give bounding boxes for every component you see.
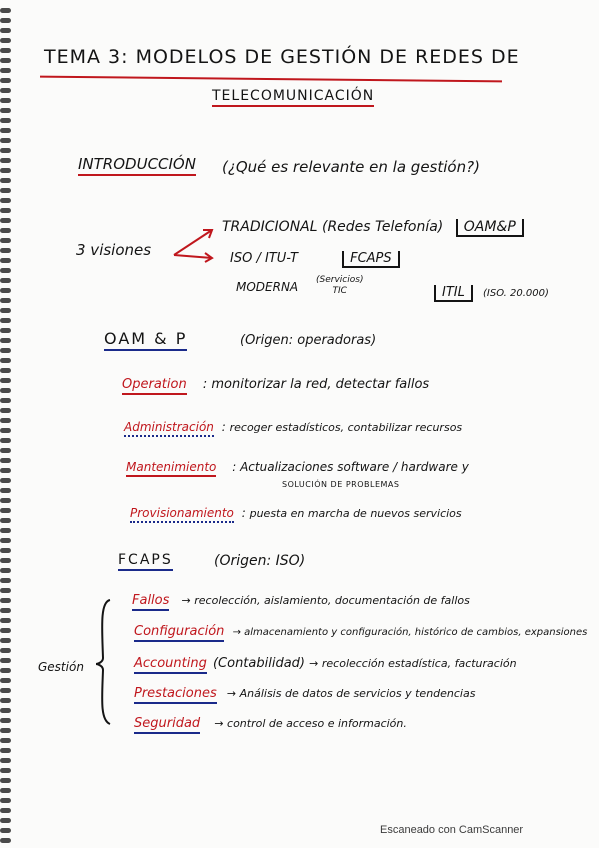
binding-ring	[0, 768, 11, 773]
binding-ring	[0, 198, 11, 203]
binding-ring	[0, 798, 11, 803]
binding-ring	[0, 378, 11, 383]
intro-heading: INTRODUCCIÓN	[78, 155, 196, 173]
binding-ring	[0, 638, 11, 643]
binding-ring	[0, 428, 11, 433]
vision-iso: ISO / ITU-T FCAPS	[230, 251, 400, 266]
binding-ring	[0, 658, 11, 663]
binding-ring	[0, 58, 11, 63]
binding-ring	[0, 618, 11, 623]
binding-ring	[0, 788, 11, 793]
binding-ring	[0, 148, 11, 153]
fcaps-brace	[94, 598, 114, 726]
binding-ring	[0, 158, 11, 163]
binding-ring	[0, 678, 11, 683]
binding-ring	[0, 588, 11, 593]
oamp-item-administracion: Administración : recoger estadísticos, contabilizar recursos	[124, 420, 462, 434]
binding-ring	[0, 818, 11, 823]
binding-ring	[0, 558, 11, 563]
fcaps-term: Configuración	[134, 624, 224, 642]
binding-ring	[0, 468, 11, 473]
scanner-footer: Escaneado con CamScanner	[380, 824, 524, 836]
binding-ring	[0, 18, 11, 23]
binding-ring	[0, 408, 11, 413]
binding-ring	[0, 608, 11, 613]
fcaps-group-label: Gestión	[38, 660, 84, 674]
binding-ring	[0, 248, 11, 253]
binding-ring	[0, 568, 11, 573]
oamp-item-mantenimiento: Mantenimiento : Actualizaciones software / hardware y	[126, 460, 469, 474]
binding-ring	[0, 758, 11, 763]
binding-ring	[0, 348, 11, 353]
binding-ring	[0, 528, 11, 533]
binding-ring	[0, 168, 11, 173]
binding-ring	[0, 268, 11, 273]
binding-ring	[0, 338, 11, 343]
title-text: TEMA 3: MODELOS DE GESTIÓN DE REDES DE	[44, 46, 520, 68]
fcaps-item-prestaciones: Prestaciones → Análisis de datos de servicios y tendencias	[134, 686, 475, 701]
binding-ring	[0, 748, 11, 753]
binding-ring	[0, 178, 11, 183]
vision-moderna-paren: (Servicios) TIC	[316, 275, 364, 296]
binding-ring	[0, 358, 11, 363]
binding-ring	[0, 88, 11, 93]
spiral-binding	[0, 0, 12, 848]
fcaps-item-fallos: Fallos → recolección, aislamiento, documentación de fallos	[132, 593, 470, 608]
binding-ring	[0, 368, 11, 373]
binding-ring	[0, 538, 11, 543]
binding-ring	[0, 838, 11, 843]
binding-ring	[0, 278, 11, 283]
binding-ring	[0, 688, 11, 693]
binding-ring	[0, 38, 11, 43]
box-oamp: OAM&P	[456, 219, 524, 237]
fcaps-term: Prestaciones	[134, 686, 217, 704]
iso-note: (ISO. 20.000)	[483, 288, 549, 299]
oamp-term: Provisionamiento	[130, 506, 234, 523]
fcaps-item-accounting: Accounting (Contabilidad) → recolección estadística, facturación	[134, 656, 517, 671]
binding-ring	[0, 288, 11, 293]
binding-ring	[0, 388, 11, 393]
binding-ring	[0, 138, 11, 143]
binding-ring	[0, 728, 11, 733]
binding-ring	[0, 208, 11, 213]
binding-ring	[0, 738, 11, 743]
box-fcaps: FCAPS	[342, 251, 400, 268]
fcaps-item-configuracion: Configuración → almacenamiento y configuración, histórico de cambios, expansiones	[134, 624, 587, 639]
binding-ring	[0, 578, 11, 583]
title-line-2: TELECOMUNICACIÓN	[212, 88, 374, 104]
oamp-term: Operation	[122, 377, 187, 395]
binding-ring	[0, 508, 11, 513]
vision-moderna-box	[434, 285, 549, 300]
binding-ring	[0, 418, 11, 423]
binding-ring	[0, 8, 11, 13]
oamp-item-operation: Operation : monitorizar la red, detectar fallos	[122, 377, 429, 392]
visiones-arrows	[170, 222, 220, 272]
box-itil: ITIL	[434, 285, 473, 302]
binding-ring	[0, 438, 11, 443]
binding-ring	[0, 648, 11, 653]
binding-ring	[0, 488, 11, 493]
intro-question: (¿Qué es relevante en la gestión?)	[222, 158, 480, 176]
binding-ring	[0, 98, 11, 103]
fcaps-origin: (Origen: ISO)	[214, 553, 306, 569]
oamp-item-provisionamiento: Provisionamiento : puesta en marcha de nuevos servicios	[130, 506, 462, 520]
binding-ring	[0, 128, 11, 133]
binding-ring	[0, 498, 11, 503]
fcaps-term: Accounting	[134, 656, 207, 674]
oamp-origin: (Origen: operadoras)	[240, 333, 377, 348]
binding-ring	[0, 778, 11, 783]
binding-ring	[0, 78, 11, 83]
binding-ring	[0, 318, 11, 323]
binding-ring	[0, 228, 11, 233]
binding-ring	[0, 118, 11, 123]
binding-ring	[0, 708, 11, 713]
binding-ring	[0, 298, 11, 303]
binding-ring	[0, 218, 11, 223]
vision-traditional: TRADICIONAL (Redes Telefonía) OAM&P	[222, 219, 524, 235]
binding-ring	[0, 598, 11, 603]
binding-ring	[0, 188, 11, 193]
binding-ring	[0, 48, 11, 53]
binding-ring	[0, 698, 11, 703]
binding-ring	[0, 328, 11, 333]
binding-ring	[0, 808, 11, 813]
binding-ring	[0, 478, 11, 483]
oamp-term: Administración	[124, 420, 214, 437]
fcaps-item-seguridad: Seguridad → control de acceso e información.	[134, 716, 407, 731]
binding-ring	[0, 548, 11, 553]
fcaps-term: Fallos	[132, 593, 169, 611]
binding-ring	[0, 718, 11, 723]
binding-ring	[0, 668, 11, 673]
oamp-term: Mantenimiento	[126, 460, 216, 477]
binding-ring	[0, 518, 11, 523]
binding-ring	[0, 448, 11, 453]
fcaps-heading: FCAPS	[118, 552, 173, 568]
binding-ring	[0, 238, 11, 243]
binding-ring	[0, 308, 11, 313]
binding-ring	[0, 458, 11, 463]
title-underline	[40, 76, 502, 83]
oamp-heading: OAM & P	[104, 329, 187, 348]
visiones-label: 3 visiones	[76, 241, 152, 259]
binding-ring	[0, 628, 11, 633]
binding-ring	[0, 28, 11, 33]
binding-ring	[0, 258, 11, 263]
oamp-item-mantenimiento-sub: SOLUCIÓN DE PROBLEMAS	[282, 480, 400, 489]
binding-ring	[0, 108, 11, 113]
binding-ring	[0, 398, 11, 403]
binding-ring	[0, 828, 11, 833]
title-line-1	[44, 46, 520, 68]
vision-moderna: MODERNA	[236, 280, 299, 294]
fcaps-term: Seguridad	[134, 716, 200, 734]
binding-ring	[0, 68, 11, 73]
